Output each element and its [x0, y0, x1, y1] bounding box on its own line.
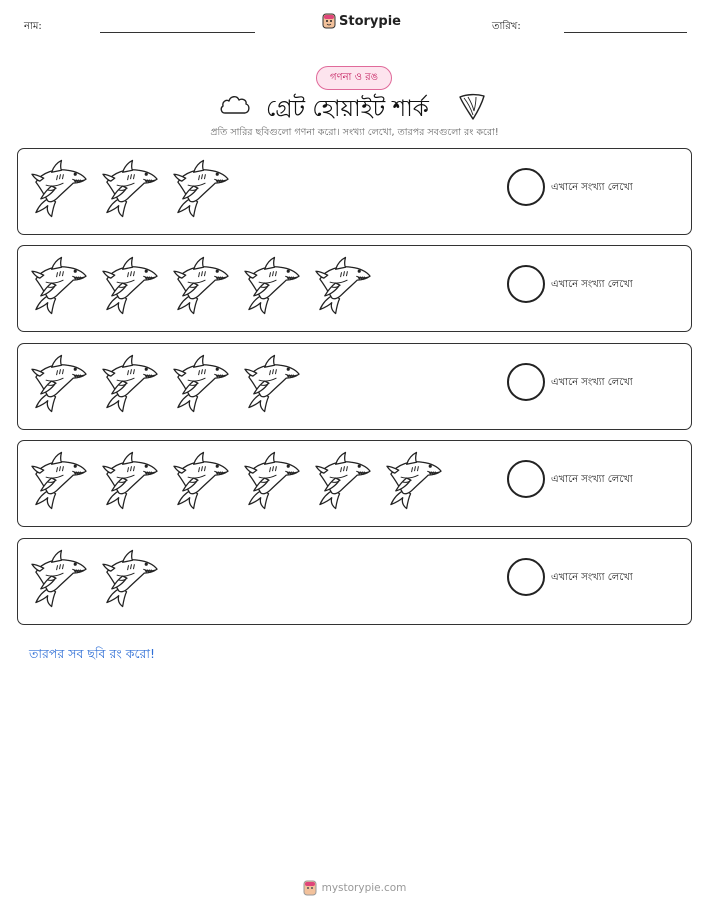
answer-circle[interactable]: [507, 363, 545, 401]
storypie-mascot-icon: [322, 13, 336, 29]
shark-icon: [30, 255, 89, 315]
counting-row: [17, 440, 692, 527]
shark-icon: [243, 353, 302, 413]
worksheet-header: [0, 0, 709, 40]
shark-group: [30, 158, 231, 218]
category-badge: গণনা ও রঙ: [316, 66, 392, 90]
shark-icon: [30, 548, 89, 608]
shark-icon: [30, 158, 89, 218]
page-title: গ্রেট হোয়াইট শার্ক: [266, 96, 429, 122]
answer-label: এখানে সংখ্যা লেখো: [551, 377, 633, 388]
counting-row: [17, 343, 692, 430]
footer-url: mystorypie.com: [321, 882, 407, 894]
shark-icon: [243, 450, 302, 510]
instructions: প্রতি সারির ছবিগুলো গণনা করো। সংখ্যা লেখো, তারপর সবগুলো রং করো!: [210, 127, 499, 138]
counting-row: [17, 148, 692, 235]
answer-circle[interactable]: [507, 265, 545, 303]
shark-icon: [314, 450, 373, 510]
answer-circle[interactable]: [507, 460, 545, 498]
date-label: তারিখ:: [492, 21, 521, 32]
shark-icon: [172, 353, 231, 413]
shark-icon: [101, 255, 160, 315]
shark-group: [30, 255, 373, 315]
shark-group: [30, 548, 160, 608]
shark-icon: [101, 450, 160, 510]
shark-tooth-icon: [458, 91, 486, 121]
answer-label: এখানে সংখ্যা লেখো: [551, 474, 633, 485]
date-field[interactable]: [564, 32, 687, 33]
shark-icon: [101, 158, 160, 218]
answer-circle[interactable]: [507, 558, 545, 596]
shark-icon: [172, 158, 231, 218]
footer-note: তারপর সব ছবি রং করো!: [29, 646, 155, 661]
shark-icon: [385, 450, 444, 510]
name-field[interactable]: [100, 32, 255, 33]
shark-icon: [101, 353, 160, 413]
counting-row: [17, 538, 692, 625]
footer: [0, 880, 709, 896]
cloud-icon: [219, 93, 251, 115]
shark-icon: [172, 255, 231, 315]
shark-group: [30, 450, 444, 510]
answer-label: এখানে সংখ্যা লেখো: [551, 279, 633, 290]
shark-icon: [314, 255, 373, 315]
counting-row: [17, 245, 692, 332]
shark-icon: [101, 548, 160, 608]
brand-logo: [322, 13, 401, 29]
shark-icon: [30, 450, 89, 510]
shark-icon: [243, 255, 302, 315]
answer-circle[interactable]: [507, 168, 545, 206]
answer-label: এখানে সংখ্যা লেখো: [551, 572, 633, 583]
answer-label: এখানে সংখ্যা লেখো: [551, 182, 633, 193]
storypie-mascot-icon: [303, 880, 317, 896]
title-row: [0, 88, 709, 124]
shark-icon: [172, 450, 231, 510]
name-label: নাম:: [24, 21, 42, 32]
brand-name: Storypie: [339, 13, 401, 29]
shark-group: [30, 353, 302, 413]
shark-icon: [30, 353, 89, 413]
